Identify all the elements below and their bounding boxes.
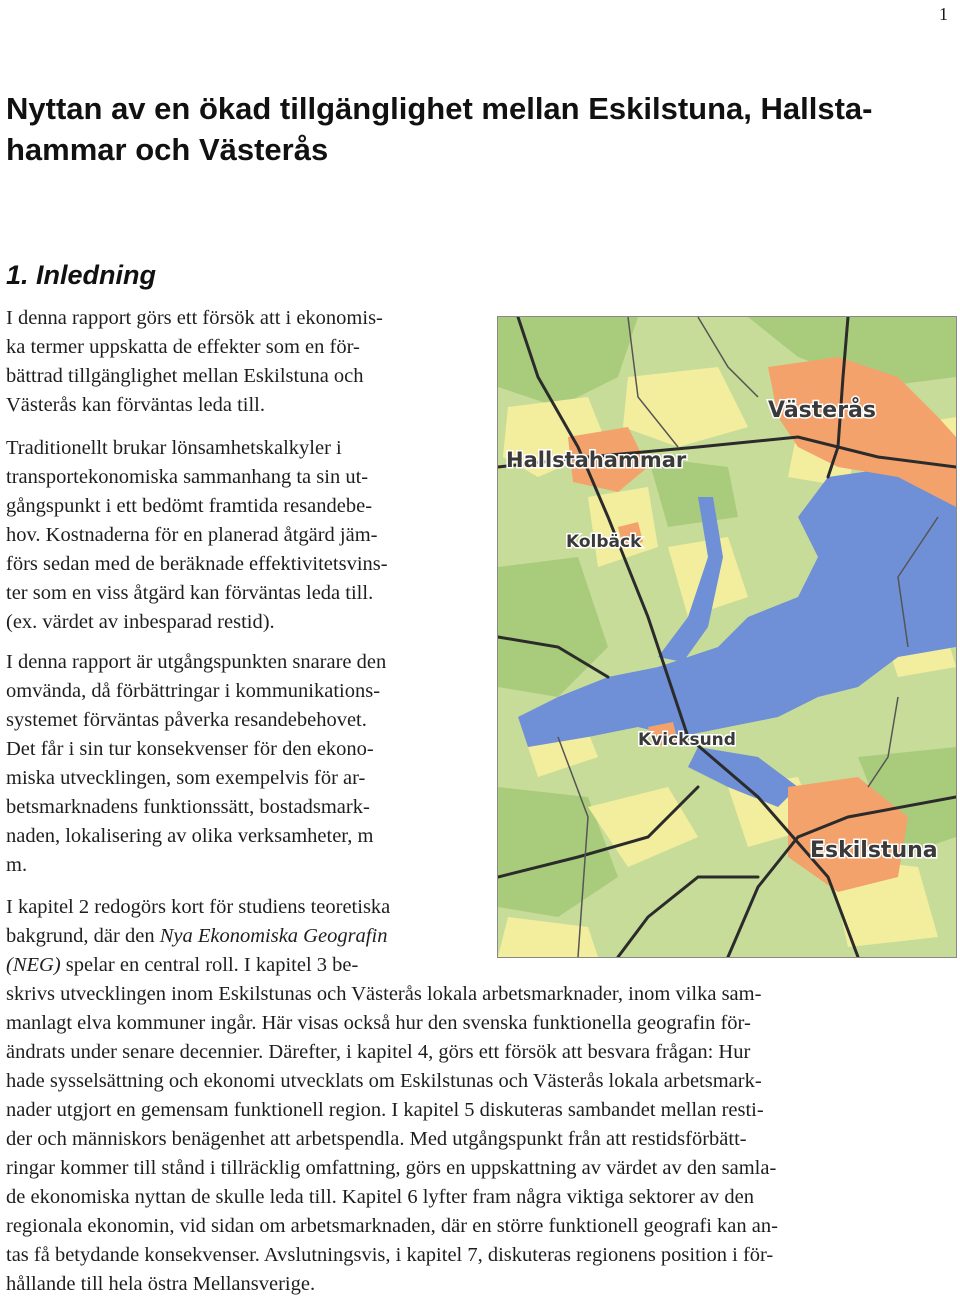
paragraph-traditional bbox=[6, 434, 388, 637]
map-label-kvicksund: Kvicksund bbox=[638, 730, 736, 750]
map-label-vasteras: Västerås bbox=[768, 398, 876, 423]
paragraph-reverse bbox=[6, 648, 386, 880]
text-line: I kapitel 2 redogörs kort för studiens teoretiska bbox=[6, 896, 391, 918]
text-line: ter som en viss åtgärd kan förväntas leda till. bbox=[6, 582, 374, 604]
text-line: transportekonomiska sammanhang ta sin ut- bbox=[6, 466, 369, 488]
map-label-kolback: Kolbäck bbox=[566, 532, 642, 552]
text-line: tas få betydande konsekvenser. Avslutningsvis, i kapitel 7, diskuteras regionens position i för- bbox=[6, 1244, 774, 1266]
text-line: gångspunkt i ett bedömt framtida resandebe- bbox=[6, 495, 373, 517]
title-line: Nyttan av en ökad tillgänglighet mellan Eskilstuna, Hallsta- bbox=[6, 91, 873, 126]
italic-term: (NEG) bbox=[6, 954, 61, 976]
paragraph-intro bbox=[6, 304, 383, 420]
page-number: 1 bbox=[939, 4, 948, 24]
document-title bbox=[6, 88, 906, 170]
text-line: ändrats under senare decennier. Därefter, i kapitel 4, görs ett försök att besvara frågan: Hur bbox=[6, 1041, 751, 1063]
text-line: I denna rapport görs ett försök att i ekonomis- bbox=[6, 307, 383, 329]
text-line: ka termer uppskatta de effekter som en för- bbox=[6, 336, 360, 358]
text-line: hållande till hela östra Mellansverige. bbox=[6, 1273, 316, 1295]
text-line: omvända, då förbättringar i kommunikations- bbox=[6, 680, 381, 702]
map-label-hallstahammar: Hallstahammar bbox=[506, 448, 687, 472]
text-line: bättrad tillgänglighet mellan Eskilstuna och bbox=[6, 365, 364, 387]
text-line: Västerås kan förväntas leda till. bbox=[6, 394, 266, 416]
text-line: förs sedan med de beräknade effektivitetsvins- bbox=[6, 553, 388, 575]
text-line: der och människors benägenhet att arbetspendla. Med utgångspunkt från att restidsförbätt- bbox=[6, 1128, 747, 1150]
text-line: nader utgjort en gemensam funktionell region. I kapitel 5 diskuteras sambandet mellan resti- bbox=[6, 1099, 764, 1121]
text-line: hade sysselsättning och ekonomi utvecklats om Eskilstunas och Västerås lokala arbetsmark- bbox=[6, 1070, 762, 1092]
text-line: Det får i sin tur konsekvenser för den ekono- bbox=[6, 738, 374, 760]
text-line: regionala ekonomin, vid sidan om arbetsmarknaden, där en större funktionell geografi kan an- bbox=[6, 1215, 778, 1237]
region-map bbox=[497, 316, 957, 958]
text-line: I denna rapport är utgångspunkten snarare den bbox=[6, 651, 387, 673]
text-line: naden, lokalisering av olika verksamheter, m bbox=[6, 825, 374, 847]
title-line: hammar och Västerås bbox=[6, 132, 329, 167]
text-line: miska utvecklingen, som exempelvis för ar- bbox=[6, 767, 366, 789]
text-segment: spelar en central roll. I kapitel 3 be- bbox=[60, 954, 359, 976]
map-label-eskilstuna: Eskilstuna bbox=[810, 838, 938, 863]
text-line: manlagt elva kommuner ingår. Här visas också hur den svenska funktionella geografin för- bbox=[6, 1012, 751, 1034]
text-segment: bakgrund, där den bbox=[6, 925, 160, 947]
text-line: systemet förväntas påverka resandebehovet. bbox=[6, 709, 367, 731]
text-line: ringar kommer till stånd i tillräcklig omfattning, görs en uppskattning av värdet av den samla- bbox=[6, 1157, 777, 1179]
text-line: de ekonomiska nyttan de skulle leda till. Kapitel 6 lyfter fram några viktiga sektorer av den bbox=[6, 1186, 755, 1208]
text-line: betsmarknadens funktionssätt, bostadsmark- bbox=[6, 796, 370, 818]
section-heading: 1. Inledning bbox=[6, 260, 157, 290]
text-line: hov. Kostnaderna för en planerad åtgärd jäm- bbox=[6, 524, 378, 546]
text-line: Traditionellt brukar lönsamhetskalkyler i bbox=[6, 437, 342, 459]
text-line: (ex. värdet av inbesparad restid). bbox=[6, 611, 275, 633]
italic-term: Nya Ekonomiska Geografin bbox=[159, 925, 388, 947]
text-line: skrivs utvecklingen inom Eskilstunas och Västerås lokala arbetsmarknader, inom vilka sam- bbox=[6, 983, 762, 1005]
map-canvas bbox=[498, 317, 956, 957]
text-line: m. bbox=[6, 854, 28, 876]
